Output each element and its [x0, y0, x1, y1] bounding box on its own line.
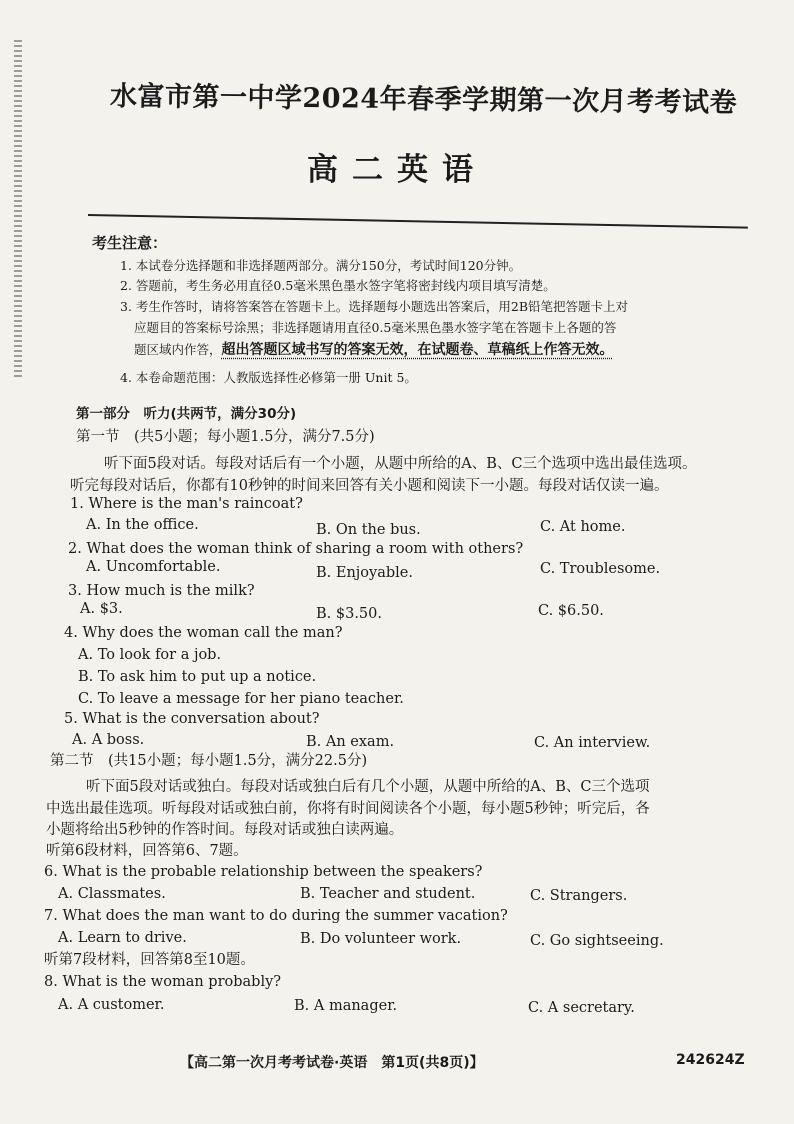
question-5-option-a: A. A boss.: [72, 732, 145, 748]
question-4-option-a: A. To look for a job.: [78, 647, 222, 663]
question-1-option-b: B. On the bus.: [316, 522, 421, 538]
question-8-stem: 8. What is the woman probably?: [44, 974, 282, 990]
question-1-stem: 1. Where is the man's raincoat?: [70, 496, 303, 512]
notice-item-3c: [134, 343, 614, 357]
question-1-option-c: C. At home.: [540, 519, 626, 535]
exam-code: 242624Z: [676, 1052, 745, 1068]
notice-heading: 考生注意：: [92, 234, 168, 252]
notice-item-1: 1. 本试卷分选择题和非选择题两部分。满分150分，考试时间120分钟。: [120, 258, 522, 273]
section2-instruction-a: 听下面5段对话或独白。每段对话或独白后有几个小题，从题中所给的A、B、C三个选项: [86, 779, 650, 795]
question-7-stem: 7. What does the man want to do during the summer vacation?: [44, 908, 508, 924]
question-1-option-a: A. In the office.: [86, 517, 199, 533]
section2-heading: 第二节 (共15小题；每小题1.5分，满分22.5分): [50, 753, 368, 769]
question-6-stem: 6. What is the probable relationship between the speakers?: [44, 864, 483, 880]
section1-heading: 第一节 (共5小题；每小题1.5分，满分7.5分): [76, 429, 375, 445]
question-2-stem: 2. What does the woman think of sharing a room with others?: [68, 541, 524, 557]
notice-item-3c-lead: 题区域内作答，: [134, 342, 222, 357]
question-7-option-c: C. Go sightseeing.: [530, 933, 664, 949]
notice-item-3a: 3. 考生作答时，请将答案答在答题卡上。选择题每小题选出答案后，用2B铅笔把答题卡上对: [120, 299, 629, 314]
question-3-stem: 3. How much is the milk?: [68, 583, 255, 599]
notice-item-4: 4. 本卷命题范围：人教版选择性必修第一册 Unit 5。: [120, 370, 417, 385]
question-6-option-b: B. Teacher and student.: [300, 886, 476, 902]
subject-title: 高二英语: [307, 152, 487, 188]
question-2-option-b: B. Enjoyable.: [316, 565, 413, 581]
question-4-stem: 4. Why does the woman call the man?: [64, 625, 343, 641]
question-3-option-c: C. $6.50.: [538, 603, 604, 619]
question-2-option-a: A. Uncomfortable.: [86, 559, 221, 575]
section1-instruction-a: 听下面5段对话。每段对话后有一个小题，从题中所给的A、B、C三个选项中选出最佳选项。: [104, 456, 697, 472]
question-5-option-c: C. An interview.: [534, 735, 651, 751]
question-4-option-b: B. To ask him to put up a notice.: [78, 669, 317, 685]
part1-heading: 第一部分 听力(共两节，满分30分): [76, 406, 297, 422]
question-6-option-c: C. Strangers.: [530, 888, 628, 904]
question-8-option-b: B. A manager.: [294, 998, 398, 1014]
question-3-option-b: B. $3.50.: [316, 606, 382, 622]
header-divider: [88, 214, 748, 229]
question-2-option-c: C. Troublesome.: [540, 561, 661, 577]
section2-instruction-c: 小题将给出5秒钟的作答时间。每段对话或独白读两遍。: [46, 822, 404, 838]
question-5-stem: 5. What is the conversation about?: [64, 711, 320, 727]
question-7-option-b: B. Do volunteer work.: [300, 931, 462, 947]
notice-item-3c-emphasis: 超出答题区域书写的答案无效，在试题卷、草稿纸上作答无效。: [221, 342, 614, 358]
notice-item-3b: 应题目的答案标号涂黑；非选择题请用直径0.5毫米黑色墨水签字笔在答题卡上各题的答: [134, 320, 617, 335]
section1-instruction-b: 听完每段对话后，你都有10秒钟的时间来回答有关小题和阅读下一小题。每段对话仅读一遍。: [70, 478, 669, 494]
question-8-option-c: C. A secretary.: [528, 1000, 635, 1016]
question-3-option-a: A. $3.: [80, 601, 123, 617]
school-title: 水富市第一中学2024年春季学期第一次月考考试卷: [109, 81, 738, 119]
material-7-instruction: 听第7段材料，回答第8至10题。: [44, 952, 255, 968]
notice-item-2: 2. 答题前，考生务必用直径0.5毫米黑色墨水签字笔将密封线内项目填写清楚。: [120, 278, 556, 293]
section2-instruction-b: 中选出最佳选项。听每段对话或独白前，你将有时间阅读各个小题，每小题5秒钟；听完后，各: [46, 801, 650, 817]
question-4-option-c: C. To leave a message for her piano teacher.: [78, 691, 404, 707]
question-8-option-a: A. A customer.: [58, 997, 165, 1013]
question-7-option-a: A. Learn to drive.: [58, 930, 187, 946]
material-6-instruction: 听第6段材料，回答第6、7题。: [46, 843, 248, 859]
question-5-option-b: B. An exam.: [306, 734, 395, 750]
binding-edge: [14, 40, 22, 380]
question-6-option-a: A. Classmates.: [58, 886, 166, 902]
page-footer: 【高二第一次月考考试卷·英语 第1页(共8页)】: [180, 1055, 484, 1071]
